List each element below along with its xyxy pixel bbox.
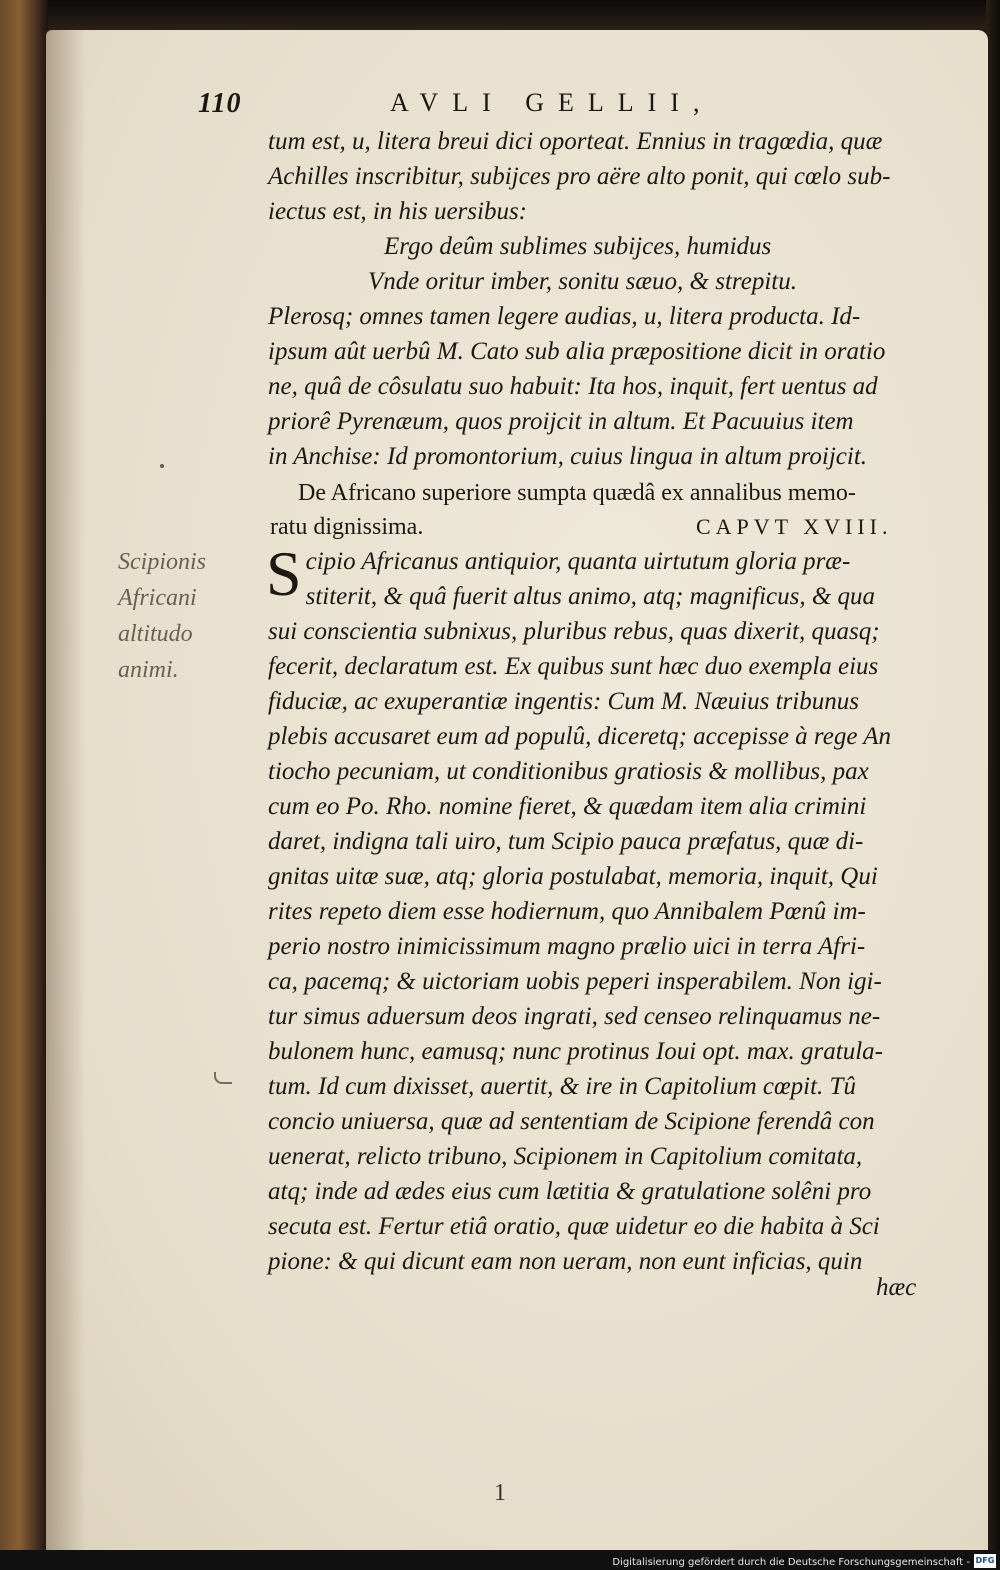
chapter-number: CAPVT XVIII. [696, 514, 893, 539]
drop-capital: S [266, 538, 302, 609]
text-line: in Anchise: Id promontorium, cuius lingua in altum proijcit. [268, 443, 868, 470]
text-block-2 [266, 538, 923, 1279]
text-line: concio uniuersa, quæ ad sententiam de Scipione ferendâ con [268, 1108, 875, 1135]
text-line: pione: & qui dicunt eam non ueram, non eunt inficias, quin [268, 1248, 863, 1275]
text-line: fiduciæ, ac exuperantiæ ingentis: Cum M. Næuius tribunus [268, 688, 859, 715]
text-line: tum est, u, litera breui dici oporteat. Ennius in tragœdia, quæ [268, 128, 883, 155]
text-block-1 [268, 124, 923, 474]
text-line: ca, pacemq; & uictoriam uobis peperi insperabilem. Non igi- [268, 968, 882, 995]
text-line: perio nostro inimicissimum magno prælio uici in terra Afri- [268, 933, 866, 960]
text-line: plebis accusaret eum ad populû, diceretq; accepisse à rege An [268, 723, 891, 750]
text-line: daret, indigna tali uiro, tum Scipio pauca præfatus, quæ di- [268, 828, 864, 855]
scan-border-top [0, 0, 1000, 30]
marginal-note [118, 544, 238, 688]
ink-speck [160, 464, 164, 468]
text-line: tiocho pecuniam, ut conditionibus gratiosis & mollibus, pax [268, 758, 869, 785]
margin-mark [214, 1072, 232, 1084]
verse-line: Vnde oritur imber, sonitu sæuo, & strepitu. [368, 268, 797, 295]
text-line: iectus est, in his uersibus: [268, 198, 528, 225]
text-line: ipsum aût uerbû M. Cato sub alia præpositione dicit in oratio [268, 338, 886, 365]
text-line: fecerit, declaratum est. Ex quibus sunt hæc duo exempla eius [268, 653, 879, 680]
marginal-note-line: animi. [118, 657, 179, 683]
text-line: Achilles inscribitur, subijces pro aëre alto ponit, qui cœlo sub- [268, 163, 891, 190]
text-line: atq; inde ad ædes eius cum lætitia & gratulatione solêni pro [268, 1178, 872, 1205]
marginal-note-line: altitudo [118, 621, 193, 647]
text-line: bulonem hunc, eamusq; nunc protinus Ioui opt. max. gratula- [268, 1038, 883, 1065]
scan-border-right [986, 0, 1000, 1570]
catchword: hæc [876, 1274, 917, 1301]
funding-credit: Digitalisierung gefördert durch die Deutsche Forschungsgemeinschaft - [612, 1557, 970, 1568]
marginal-note-line: Scipionis [118, 549, 206, 575]
running-head [198, 88, 978, 120]
text-line: gnitas uitæ suæ, atq; gloria postulabat, memoria, inquit, Qui [268, 863, 878, 890]
text-line: stiterit, & quâ fuerit altus animo, atq; magnificus, & qua [305, 583, 876, 610]
chapter-heading [270, 476, 928, 544]
text-line: uenerat, relicto tribuno, Scipionem in Capitolium comitata, [268, 1143, 863, 1170]
text-line: priorê Pyrenæum, quos proijcit in altum. Et Pacuuius item [268, 408, 854, 435]
text-line: cum eo Po. Rho. nomine fieret, & quædam item alia crimini [268, 793, 867, 820]
text-line: ne, quâ de côsulatu suo habuit: Ita hos, inquit, fert uentus ad [268, 373, 878, 400]
gutter-shadow [46, 30, 86, 1550]
dfg-logo: DFG [974, 1554, 996, 1568]
running-title: AVLI GELLII, [390, 88, 714, 117]
text-line: secuta est. Fertur etiâ oratio, quæ uidetur eo die habita à Sci [268, 1213, 880, 1240]
text-line: rites repeto diem esse hodiernum, quo Annibalem Pœnû im- [268, 898, 866, 925]
book-spine-edge [0, 0, 48, 1570]
chapter-heading-line: ratu dignissima. [270, 514, 424, 540]
marginal-note-line: Africani [118, 585, 197, 611]
text-line: sui conscientia subnixus, pluribus rebus, quas dixerit, quasq; [268, 618, 880, 645]
chapter-heading-line: De Africano superiore sumpta quædâ ex annalibus memo- [298, 480, 856, 506]
text-line: tur simus aduersum deos ingrati, sed censeo relinquamus ne- [268, 1003, 881, 1030]
text-line: Plerosq; omnes tamen legere audias, u, litera producta. Id- [268, 303, 861, 330]
signature-mark: 1 [494, 1480, 506, 1506]
verse-line: Ergo deûm sublimes subijces, humidus [384, 233, 772, 260]
text-line: cipio Africanus antiquior, quanta uirtutum gloria præ- [305, 548, 851, 575]
folio-number: 110 [198, 88, 242, 119]
text-line: tum. Id cum dixisset, auertit, & ire in Capitolium cœpit. Tû [268, 1073, 856, 1100]
